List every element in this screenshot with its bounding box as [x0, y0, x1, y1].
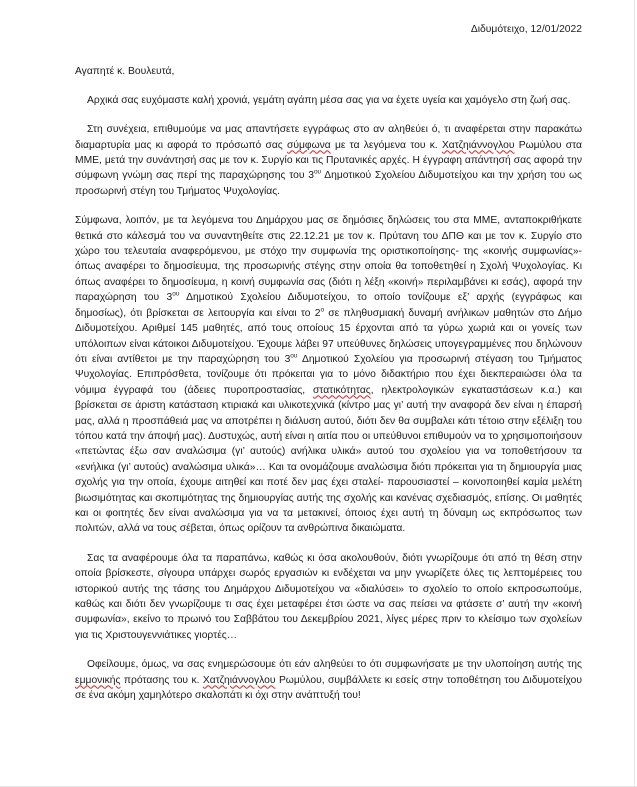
letter-salutation: Αγαπητέ κ. Βουλευτά,: [75, 66, 175, 78]
paragraph-closing: [75, 657, 582, 703]
spellcheck-flagged-word: Χατζηιάννογλου: [202, 674, 276, 686]
paragraph-greeting-text: Αρχικά σας ευχόμαστε καλή χρονιά, γεμάτη αγάπη μέσα σας για να έχετε υγεία και χαμόγελο στη ζωή σας.: [87, 94, 571, 106]
spellcheck-flagged-word: σύμφωνα: [286, 139, 331, 151]
paragraph-closing-text-c: Ρωμύλου, συμβάλλετε κι εσείς στην τοποθέτηση του Διδυμοτείχου σε ένα ακόμη χαμηλότερο σκαλοπάτι κι όχι στην ανάπτυξή του!: [75, 674, 582, 702]
spellcheck-flagged-word: στατικότητας: [312, 384, 371, 396]
paragraph-details-text-e: , ηλεκτρολογικών εγκαταστάσεων κ.α.) και βρίσκεται σε άριστη κατάσταση κτιριακά και υλικοτεχνικά (κίντρο μας γι’ αυτή την αναφορά δεν είναι η έπαρσή μας, αλλά η προσπάθειά μας να αποτρέπει η διάλυση αυτού, διότι δεν θα συμβαλει κάτι τέτοιο στην εξέλιξη του τόπου κατά την άποψή μας). Δυστυχώς, αυτή είναι η αιτία που οι υπεύθυνοι επιθυμούν να το χρησιμοποιήσουν «πετώντας έξω σαν αναλώσιμα (γι’ αυτούς) ανήλικα υλικά» αυτού του σχολείου για να τοποθετήσουν τα «ενήλικα (γι’ αυτούς) αναλώσιμα υλικά»… Και τα ονομάζουμε αναλώσιμα διότι πρόκειται για τη δημιουργία μιας σχολής για την οποία, έχουμε αιτηθεί και ποτέ δεν μας έχει σταλεί- παρουσιαστεί – κοινοποιηθεί καμία μελέτη βιωσιμότητας και σκοπιμότητας της δημιουργίας αυτής της σχολής και κανένας σχεδιασμός, επίσης. Οι μαθητές και οι φοιτητές δεν είναι αναλώσιμα για να τα μετακινεί, όποιος έχει αυτή τη δύναμη ως εκπρόσωπος των πολιτών, αλλά να τους σέβεται, όπως ορίζουν τα ανθρώπινα δικαιώματα.: [75, 384, 582, 535]
ordinal-superscript: ου: [172, 290, 180, 298]
paragraph-context-text: Σας τα αναφέρουμε όλα τα παραπάνω, καθώς κι όσα ακολουθούν, διότι γνωρίζουμε ότι από τη θέση στην οποία βρίσκεστε, σίγουρα υπάρχει σωρός εργασιών κι ενδέχεται να μην γνωρίζετε όλες τις λεπτομέρειες του ιστορικού αυτής της τάσης του Δημάρχου Διδυμοτείχου να «διαλύσει» το σχολείο το οποίο εκπροσωπούμε, καθώς και διότι δεν γνωρίζουμε τι σας έχει μεταφέρει έτσι ώστε να σας πείσει να φτάσετε σ’ αυτή την «κοινή συμφωνία», εκείνο το πρωινό του Σαββάτου του Δεκεμβρίου 2021, λίγες μέρες πριν το κλείσιμο των σχολείων για τις Χριστουγεννιάτικες γιορτές…: [75, 552, 582, 641]
paragraph-closing-text-b: πρότασης του κ.: [120, 674, 203, 686]
ordinal-superscript: ου: [290, 352, 298, 360]
paragraph-request-text-a: Στη συνέχεια, επιθυμούμε να μας απαντήσετε εγγράφως στο αν αληθεύει ό, τι αναφέρεται στην παρακάτω διαμαρτυρία μας κι αφορά το πρόσωπό σας: [75, 124, 582, 151]
paragraph-context: [75, 551, 582, 643]
paragraph-request-text-d: Δημοτικού Σχολείου Διδυμοτείχου και την χρήση του ως προσωρινή στέγη του Τμήματος Ψυχολογίας.: [75, 170, 583, 197]
paragraph-request-text-c: Ρωμύλου στα ΜΜΕ, μετά την συνάντησή σας με τον κ. Συργίο και τις Πρυτανικές αρχές. Η έγγραφη απάντησή σας αφορά την σύμφωνη γνώμη σας περί της παραχώρησης του 3: [75, 139, 583, 182]
page-border-right: [634, 0, 635, 787]
ordinal-superscript: ο: [320, 306, 325, 314]
paragraph-request-text-b: με τα λεγόμενα του κ.: [330, 139, 442, 151]
spellcheck-flagged-word: Χατζηιάννογλου: [441, 139, 515, 151]
ordinal-superscript: ου: [313, 169, 322, 177]
paragraph-closing-text-a: Οφείλουμε, όμως, να σας ενημερώσουμε ότι εάν αληθεύει το ότι συμφωνήσατε με την υλοποίηση αυτής της: [87, 659, 582, 671]
spellcheck-flagged-word: εμμονικής: [75, 674, 121, 686]
paragraph-details: [75, 213, 582, 537]
paragraph-details-text-d: Δημοτικού Σχολείου για προσωρινή στέγαση του Τμήματος Ψυχολογίας. Επιπρόσθετα, τονίζουμε ότι πρόκειται για το μόνο διδακτήριο που έχει διεκπεραιώσει όλα τα νόμιμα έγγραφά του (άδειες πυροπροστασίας,: [75, 353, 582, 396]
letter-date: Διδυμότειχο, 12/01/2022: [470, 24, 582, 35]
paragraph-details-text-b: Δημοτικού Σχολείου Διδυμοτείχου, το οποίο τονίζουμε εξ’ αρχής (εγγράφως και δημοσίως), ότι βρίσκεται σε λειτουργία και είναι το 2: [75, 292, 582, 319]
paragraph-greeting: [75, 93, 582, 108]
paragraph-details-text-a: Σύμφωνα, λοιπόν, με τα λεγόμενα του Δημάρχου μας σε δημόσιες δηλώσεις του στα ΜΜΕ, ανταποκριθήκατε θετικά στο κάλεσμά του να συναντηθείτε στις 22.12.21 με τον κ. Πρύτανη του ΔΠΘ και με τον κ. Συργίο στο χώρο του τελευταία αναφερόμενου, με στόχο την συμφωνία της οριστικοποίησης- της «κοινής συμφωνίας»- όπως αναφέρει το δημοσίευμα, της προσωρινής στέγης στην οποία θα τοποθετηθεί η Σχολή Ψυχολογίας. Κι όπως αναφέρει το δημοσίευμα, η κοινή συμφωνία σας (διότι η λέξη «κοινή» περιλαμβάνει κι εσάς), αφορά την παραχώρηση του 3: [75, 215, 582, 304]
paragraph-request: [75, 122, 582, 199]
paragraph-details-text-c: σε πληθυσμιακή δυναμή ανήλικων μαθητών στο Δήμο Διδυμοτείχου. Αριθμεί 145 μαθητές, από τους οποίους 15 έρχονται από τα γύρω χωριά και οι γονείς των υπόλοιπων είναι κάτοικοι Διδυμοτείχου. Έχουμε λάβει 97 υπεύθυνες δηλώσεις υπογεγραμμένες που δηλώνουν ότι είναι αντίθετοι με την παραχώρηση του 3: [75, 307, 582, 365]
